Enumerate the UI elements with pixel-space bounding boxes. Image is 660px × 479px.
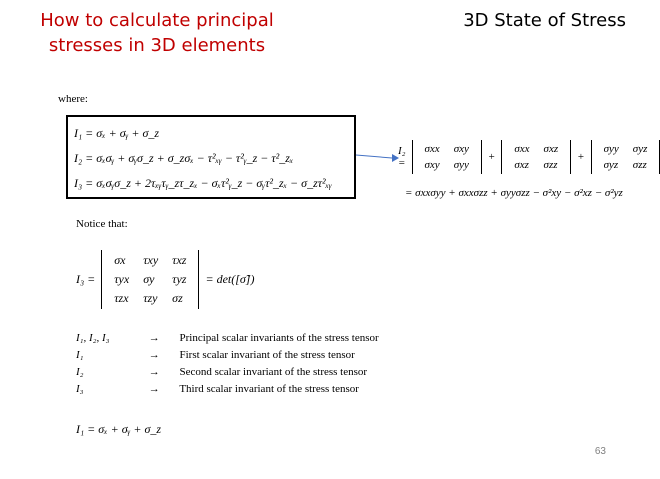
pointer-arrow-icon — [356, 150, 400, 164]
plus-sign: + — [577, 151, 585, 163]
right-arrow-icon: → — [148, 366, 160, 378]
matrix-cell: σxy — [453, 143, 469, 155]
matrix-cell: τyz — [172, 272, 187, 286]
matrix-cell: τxz — [172, 253, 187, 267]
equation-i1: I₁ = σₓ + σᵧ + σ_z — [74, 126, 160, 140]
invariant-symbol: I₃ — [76, 383, 84, 395]
matrix-cell: σyz — [603, 159, 619, 171]
matrix-cell: σxz — [543, 143, 559, 155]
i2-minor-3 — [591, 140, 660, 174]
matrix-cell: τxy — [143, 253, 159, 267]
matrix-cell: τyx — [114, 272, 130, 286]
page-number: 63 — [594, 446, 606, 457]
list-item — [76, 347, 379, 364]
matrix-cell: σyz — [632, 143, 648, 155]
equation-i2: I₂ = σₓσᵧ + σᵧσ_z + σ_zσₓ − τ²ₓᵧ − τ²ᵧ_z − τ²_zₓ — [74, 151, 294, 165]
matrix-cell: σxz — [514, 159, 529, 171]
list-item — [76, 364, 379, 381]
matrix-cell: σyy — [453, 159, 469, 171]
matrix-cell: σzz — [632, 159, 647, 171]
matrix-cell: τzy — [143, 291, 158, 305]
i2-label: I₂ = — [398, 145, 406, 169]
invariants-equation-box — [66, 115, 356, 199]
right-arrow-icon: → — [148, 383, 160, 395]
matrix-cell: σy — [143, 272, 155, 286]
invariant-description: Third scalar invariant of the stress tensor — [179, 383, 359, 395]
slide-topic: 3D State of Stress — [463, 10, 626, 31]
i3-label: I₃ = — [76, 272, 96, 286]
where-label: where: — [58, 93, 88, 105]
matrix-cell: σxx — [514, 143, 530, 155]
invariant-description: First scalar invariant of the stress tensor — [179, 349, 355, 361]
final-equation: I₁ = σₓ + σᵧ + σ_z — [76, 422, 162, 436]
invariant-symbol: I₁ — [76, 349, 84, 361]
list-item — [76, 381, 379, 398]
invariant-description: Second scalar invariant of the stress tensor — [179, 366, 368, 378]
i2-definition — [398, 140, 660, 174]
notice-label: Notice that: — [76, 218, 128, 230]
plus-sign: + — [487, 151, 496, 163]
matrix-cell: σxx — [424, 143, 440, 155]
invariant-description: Principal scalar invariants of the stress tensor — [179, 332, 379, 344]
right-arrow-icon: → — [148, 332, 160, 344]
i2-minor-1 — [412, 140, 482, 174]
matrix-cell: σx — [114, 253, 126, 267]
matrix-cell: σxy — [424, 159, 440, 171]
matrix-cell: σzz — [543, 159, 558, 171]
invariants-list — [76, 330, 379, 398]
invariant-symbol: I₁, I₂, I₃ — [76, 332, 110, 344]
invariant-symbol: I₂ — [76, 366, 84, 378]
determinant-rhs: = det([σ̃]) — [205, 272, 255, 286]
matrix-cell: τzx — [114, 291, 129, 305]
list-item — [76, 330, 379, 347]
i3-determinant — [76, 250, 254, 309]
equation-i3: I₃ = σₓσᵧσ_z + 2τₓᵧτᵧ_zτ_zₓ − σₓτ²ᵧ_z − σᵧτ²_zₓ − σ_zτ²ₓᵧ — [74, 176, 332, 190]
i2-expansion: = σxxσyy + σxxσzz + σyyσzz − σ²xy − σ²xz − σ²yz — [405, 187, 623, 199]
slide-title: How to calculate principal stresses in 3D elements — [40, 10, 274, 56]
i2-minor-2 — [501, 140, 571, 174]
matrix-cell: σyy — [603, 143, 619, 155]
stress-tensor-matrix — [101, 250, 199, 309]
right-arrow-icon: → — [148, 349, 160, 361]
matrix-cell: σz — [172, 291, 183, 305]
